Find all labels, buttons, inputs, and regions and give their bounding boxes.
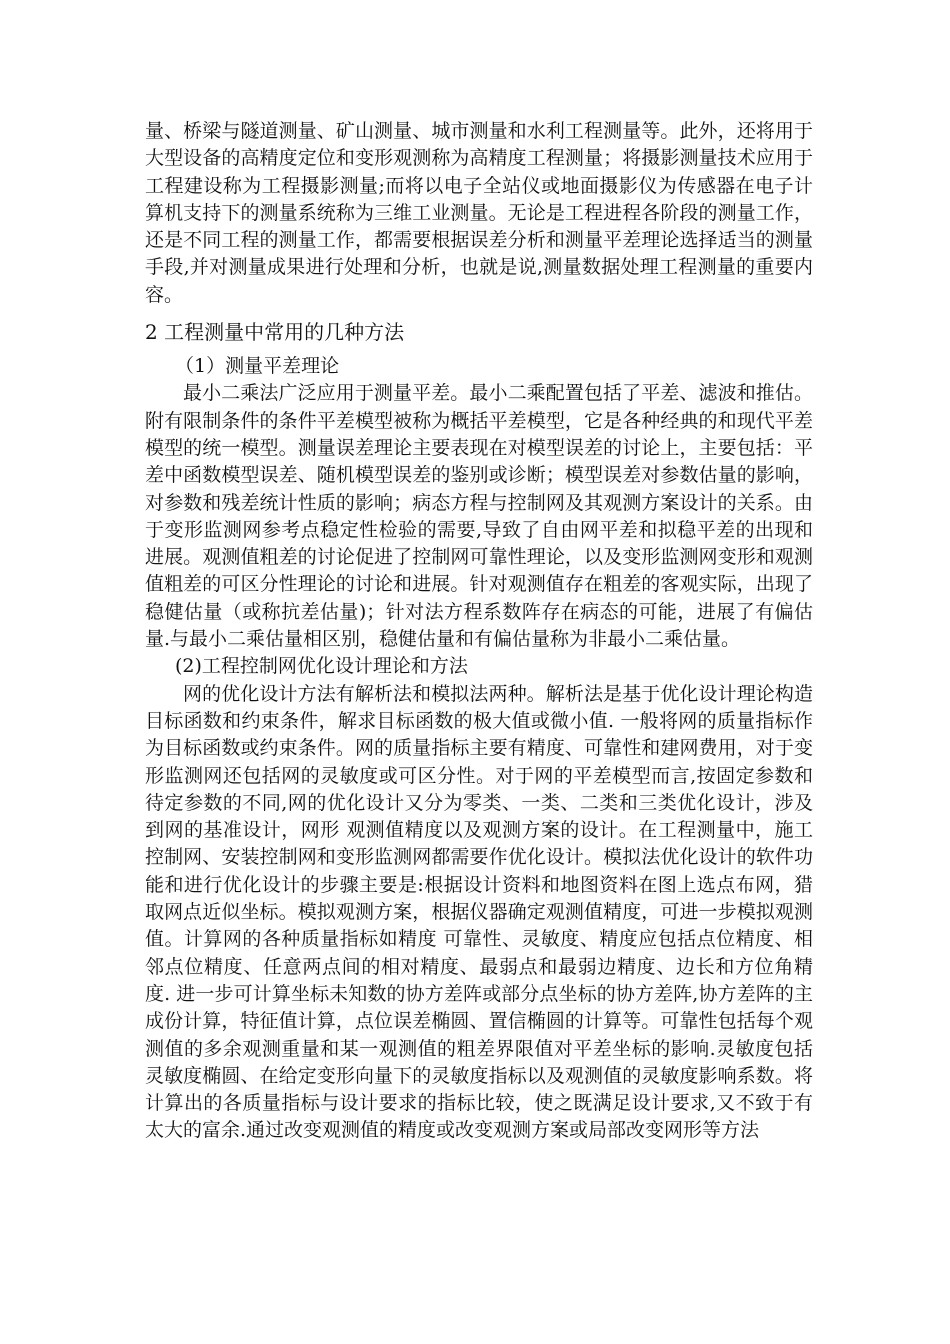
intro-paragraph: 量、桥梁与隧道测量、矿山测量、城市测量和水利工程测量等。此外，还将用于大型设备的高精度定位和变形观测称为高精度工程测量；将摄影测量技术应用于工程建设称为工程摄影测量;而将以电子全站仪或地面摄影仪为传感器在电子计算机支持下的测量系统称为三维工业测量。无论是工程进程各阶段的测量工作，还是不同工程的测量工作，都需要根据误差分析和测量平差理论选择适当的测量手段,并对测量成果进行处理和分析，也就是说,测量数据处理工程测量的重要内容。: [145, 120, 813, 306]
subsection-1-heading: （1）测量平差理论: [175, 355, 340, 378]
section-heading: 2 工程测量中常用的几种方法: [145, 320, 405, 345]
subsection-2-heading: (2)工程控制网优化设计理论和方法: [175, 655, 468, 678]
document-page: [145, 118, 813, 1145]
subsection-1-body: 最小二乘法广泛应用于测量平差。最小二乘配置包括了平差、滤波和推估。附有限制条件的条件平差模型被称为概括平差模型，它是各种经典的和现代平差模型的统一模型。测量误差理论主要表现在对模型误差的讨论上，主要包括：平差中函数模型误差、随机模型误差的鉴别或诊断；模型误差对参数估量的影响，对参数和残差统计性质的影响；病态方程与控制网及其观测方案设计的关系。由于变形监测网参考点稳定性检验的需要,导致了自由网平差和拟稳平差的出现和进展。观测值粗差的讨论促进了控制网可靠性理论，以及变形监测网变形和观测值粗差的可区分性理论的讨论和进展。针对观测值存在粗差的客观实际，出现了稳健估量（或称抗差估量)；针对法方程系数阵存在病态的可能，进展了有偏估量.与最小二乘估量相区别，稳健估量和有偏估量称为非最小二乘估量。: [145, 382, 813, 651]
subsection-2-body: 网的优化设计方法有解析法和模拟法两种。解析法是基于优化设计理论构造目标函数和约束条件，解求目标函数的极大值或微小值. 一般将网的质量指标作为目标函数或约束条件。网的质量指标主要有精度、可靠性和建网费用，对于变形监测网还包括网的灵敏度或可区分性。对于网的平差模型而言,按固定参数和待定参数的不同,网的优化设计又分为零类、一类、二类和三类优化设计，涉及到网的基准设计，网形 观测值精度以及观测方案的设计。在工程测量中，施工控制网、安装控制网和变形监测网都需要作优化设计。模拟法优化设计的软件功能和进行优化设计的步骤主要是:根据设计资料和地图资料在图上选点布网，猎取网点近似坐标。模拟观测方案，根据仪器确定观测值精度，可进一步模拟观测值。计算网的各种质量指标如精度 可靠性、灵敏度、精度应包括点位精度、相邻点位精度、任意两点间的相对精度、最弱点和最弱边精度、边长和方位角精度. 进一步可计算坐标未知数的协方差阵或部分点坐标的协方差阵,协方差阵的主成份计算，特征值计算，点位误差椭圆、置信椭圆的计算等。可靠性包括每个观测值的多余观测重量和某一观测值的粗差界限值对平差坐标的影响.灵敏度包括灵敏度椭圆、在给定变形向量下的灵敏度指标以及观测值的灵敏度影响系数。将计算出的各质量指标与设计要求的指标比较，使之既满足设计要求,又不致于有太大的富余.通过改变观测值的精度或改变观测方案或局部改变网形等方法: [145, 682, 813, 1142]
